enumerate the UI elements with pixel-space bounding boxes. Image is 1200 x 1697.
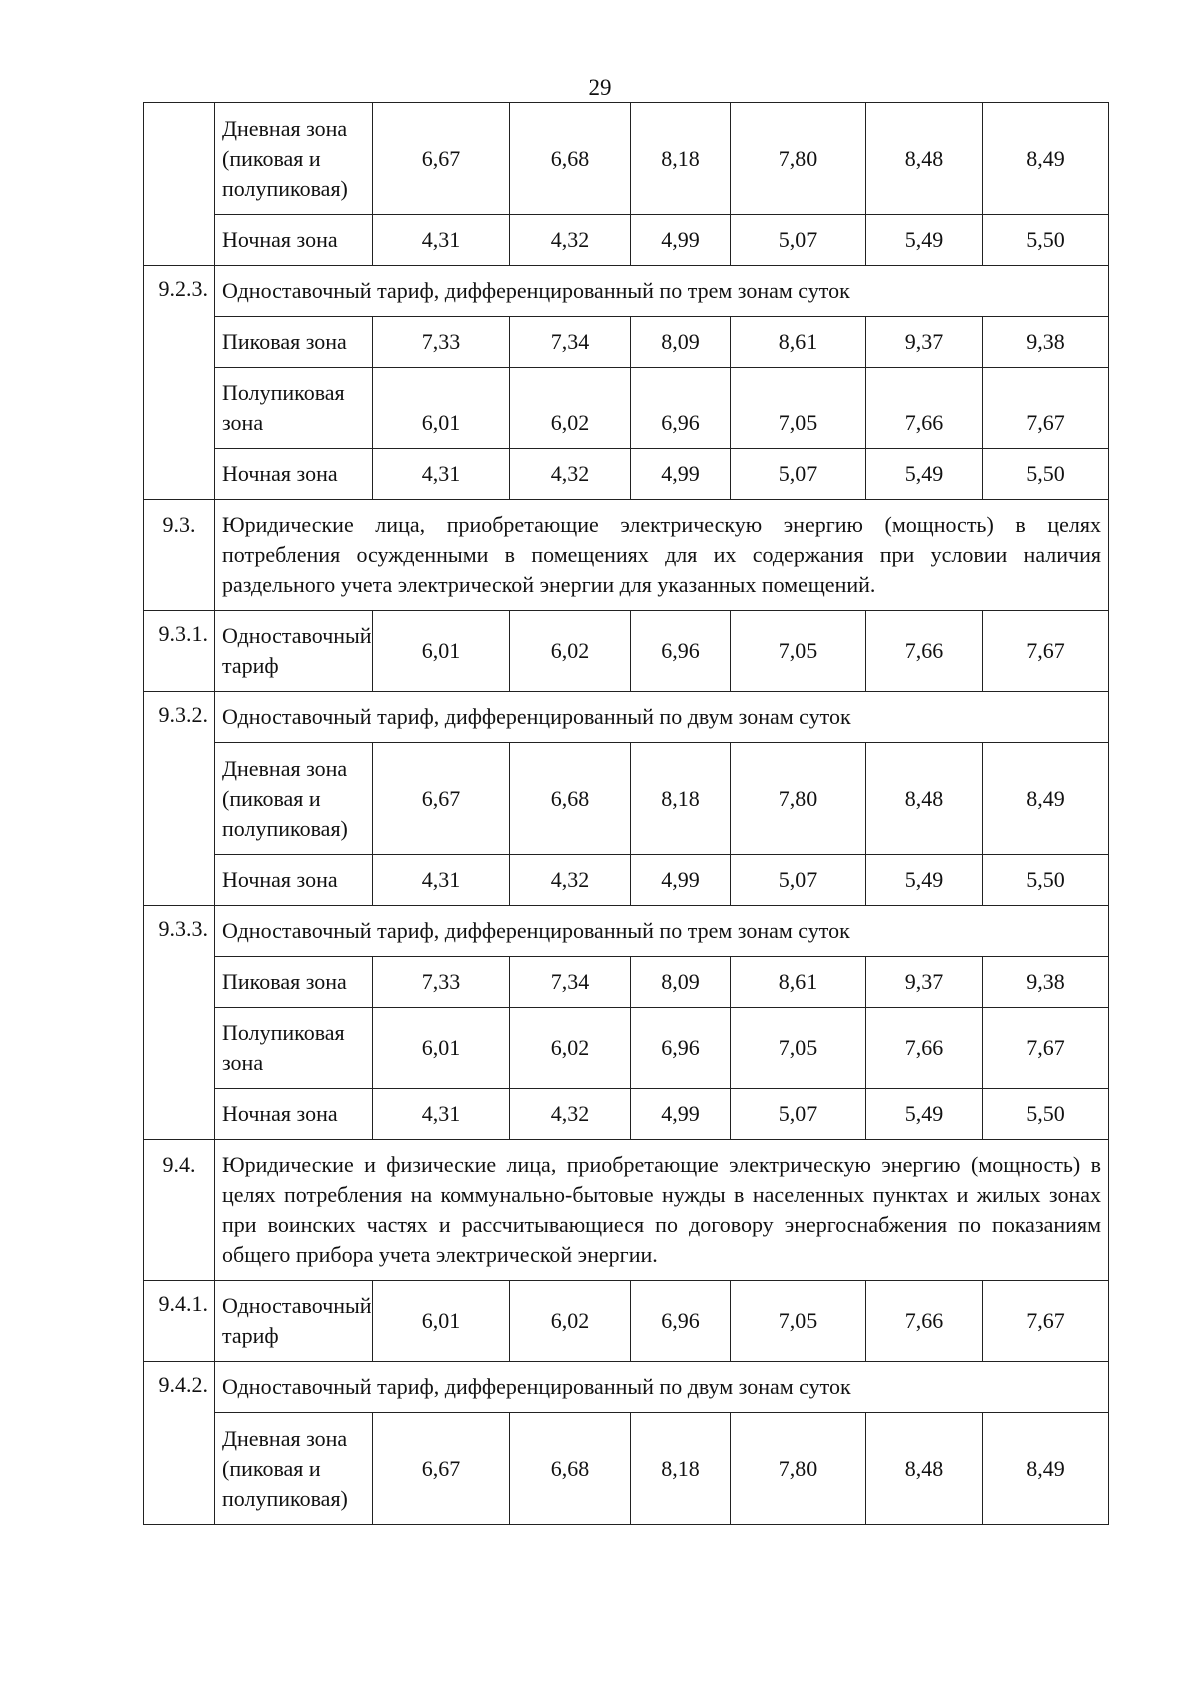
- section-number: 9.3.: [144, 500, 215, 611]
- row-label: Полупиковая зона: [215, 1008, 373, 1089]
- value-cell: 6,96: [631, 1281, 731, 1362]
- value-cell: 8,49: [983, 103, 1109, 215]
- value-cell: 5,49: [866, 449, 983, 500]
- value-cell: 7,05: [731, 611, 866, 692]
- value-cell: 5,50: [983, 1089, 1109, 1140]
- table-row: [144, 692, 1109, 743]
- value-cell: 5,07: [731, 449, 866, 500]
- value-cell: 6,96: [631, 1008, 731, 1089]
- value-cell: 7,80: [731, 743, 866, 855]
- value-cell: 9,37: [866, 957, 983, 1008]
- value-cell: 7,67: [983, 1281, 1109, 1362]
- row-label: Дневная зона (пиковая и полупиковая): [215, 103, 373, 215]
- tariff-table: [143, 102, 1109, 1525]
- value-cell: 7,34: [510, 317, 631, 368]
- value-cell: 7,33: [373, 957, 510, 1008]
- row-label: Ночная зона: [215, 855, 373, 906]
- table-row: [144, 500, 1109, 611]
- table-row: [144, 215, 1109, 266]
- value-cell: 6,01: [373, 1281, 510, 1362]
- value-cell: 7,67: [983, 368, 1109, 449]
- table-row: [144, 611, 1109, 692]
- value-cell: 5,49: [866, 215, 983, 266]
- value-cell: 7,66: [866, 1281, 983, 1362]
- table-row: [144, 317, 1109, 368]
- value-cell: 4,32: [510, 855, 631, 906]
- table-row: [144, 449, 1109, 500]
- value-cell: 6,67: [373, 743, 510, 855]
- value-cell: 6,68: [510, 103, 631, 215]
- row-label: Одноставочный тариф: [215, 1281, 373, 1362]
- table-row: [144, 1362, 1109, 1413]
- value-cell: 4,99: [631, 215, 731, 266]
- table-row: [144, 1089, 1109, 1140]
- value-cell: 4,31: [373, 449, 510, 500]
- section-heading: Одноставочный тариф, дифференцированный по двум зонам суток: [215, 692, 1109, 743]
- value-cell: 5,07: [731, 855, 866, 906]
- value-cell: 4,99: [631, 1089, 731, 1140]
- table-row: [144, 103, 1109, 215]
- section-number: 9.2.3.: [144, 266, 215, 500]
- table-row: [144, 906, 1109, 957]
- section-number: 9.3.3.: [144, 906, 215, 1140]
- value-cell: 7,05: [731, 368, 866, 449]
- value-cell: 7,34: [510, 957, 631, 1008]
- table-row: [144, 266, 1109, 317]
- table-row: [144, 1140, 1109, 1281]
- row-label: Полупиковая зона: [215, 368, 373, 449]
- value-cell: 4,32: [510, 449, 631, 500]
- value-cell: 7,67: [983, 611, 1109, 692]
- value-cell: 6,01: [373, 368, 510, 449]
- table-row: [144, 368, 1109, 449]
- value-cell: 8,49: [983, 743, 1109, 855]
- value-cell: 8,18: [631, 743, 731, 855]
- value-cell: 6,02: [510, 1281, 631, 1362]
- row-label: Пиковая зона: [215, 957, 373, 1008]
- section-number: 9.4.: [144, 1140, 215, 1281]
- section-number-cell: [144, 103, 215, 266]
- value-cell: 4,31: [373, 855, 510, 906]
- value-cell: 6,02: [510, 368, 631, 449]
- value-cell: 5,07: [731, 215, 866, 266]
- page-number: 29: [588, 75, 612, 100]
- value-cell: 6,02: [510, 611, 631, 692]
- table-row: [144, 957, 1109, 1008]
- value-cell: 6,68: [510, 1413, 631, 1525]
- value-cell: 8,61: [731, 317, 866, 368]
- value-cell: 7,05: [731, 1281, 866, 1362]
- value-cell: 4,99: [631, 449, 731, 500]
- value-cell: 8,09: [631, 957, 731, 1008]
- section-number: 9.3.1.: [144, 611, 215, 692]
- value-cell: 7,80: [731, 103, 866, 215]
- value-cell: 5,50: [983, 449, 1109, 500]
- value-cell: 7,05: [731, 1008, 866, 1089]
- value-cell: 6,68: [510, 743, 631, 855]
- table-row: [144, 855, 1109, 906]
- value-cell: 8,18: [631, 103, 731, 215]
- value-cell: 6,01: [373, 611, 510, 692]
- section-heading: Одноставочный тариф, дифференцированный по трем зонам суток: [215, 906, 1109, 957]
- section-number: 9.4.2.: [144, 1362, 215, 1525]
- value-cell: 9,37: [866, 317, 983, 368]
- value-cell: 7,66: [866, 1008, 983, 1089]
- row-label: Ночная зона: [215, 215, 373, 266]
- row-label: Дневная зона (пиковая и полупиковая): [215, 743, 373, 855]
- table-row: [144, 1008, 1109, 1089]
- value-cell: 6,01: [373, 1008, 510, 1089]
- table-row: [144, 1281, 1109, 1362]
- row-label: Дневная зона (пиковая и полупиковая): [215, 1413, 373, 1525]
- row-label: Ночная зона: [215, 1089, 373, 1140]
- value-cell: 6,96: [631, 611, 731, 692]
- section-description: Юридические и физические лица, приобретающие электрическую энергию (мощность) в целях потребления на коммунально-бытовые нужды в населенных пунктах и жилых зонах при воинских частях и рассчитывающиеся по договору энергоснабжения по показаниям общего прибора учета электрической энергии.: [215, 1140, 1109, 1281]
- value-cell: 7,80: [731, 1413, 866, 1525]
- value-cell: 5,07: [731, 1089, 866, 1140]
- value-cell: 8,09: [631, 317, 731, 368]
- value-cell: 7,66: [866, 368, 983, 449]
- section-number: 9.3.2.: [144, 692, 215, 906]
- value-cell: 8,18: [631, 1413, 731, 1525]
- value-cell: 9,38: [983, 957, 1109, 1008]
- value-cell: 6,96: [631, 368, 731, 449]
- value-cell: 6,67: [373, 103, 510, 215]
- section-number: 9.4.1.: [144, 1281, 215, 1362]
- value-cell: 9,38: [983, 317, 1109, 368]
- value-cell: 4,31: [373, 1089, 510, 1140]
- value-cell: 8,48: [866, 103, 983, 215]
- value-cell: 5,49: [866, 1089, 983, 1140]
- table-row: [144, 743, 1109, 855]
- section-description: Юридические лица, приобретающие электрическую энергию (мощность) в целях потребления осужденными в помещениях для их содержания при условии наличия раздельного учета электрической энергии для указанных помещений.: [215, 500, 1109, 611]
- value-cell: 7,67: [983, 1008, 1109, 1089]
- value-cell: 4,99: [631, 855, 731, 906]
- value-cell: 4,31: [373, 215, 510, 266]
- value-cell: 5,50: [983, 855, 1109, 906]
- value-cell: 4,32: [510, 215, 631, 266]
- section-heading: Одноставочный тариф, дифференцированный по двум зонам суток: [215, 1362, 1109, 1413]
- value-cell: 5,50: [983, 215, 1109, 266]
- value-cell: 6,67: [373, 1413, 510, 1525]
- section-heading: Одноставочный тариф, дифференцированный по трем зонам суток: [215, 266, 1109, 317]
- value-cell: 7,66: [866, 611, 983, 692]
- value-cell: 8,48: [866, 743, 983, 855]
- value-cell: 8,61: [731, 957, 866, 1008]
- value-cell: 6,02: [510, 1008, 631, 1089]
- row-label: Пиковая зона: [215, 317, 373, 368]
- value-cell: 8,48: [866, 1413, 983, 1525]
- table-row: [144, 1413, 1109, 1525]
- value-cell: 5,49: [866, 855, 983, 906]
- row-label: Одноставочный тариф: [215, 611, 373, 692]
- value-cell: 4,32: [510, 1089, 631, 1140]
- value-cell: 7,33: [373, 317, 510, 368]
- value-cell: 8,49: [983, 1413, 1109, 1525]
- row-label: Ночная зона: [215, 449, 373, 500]
